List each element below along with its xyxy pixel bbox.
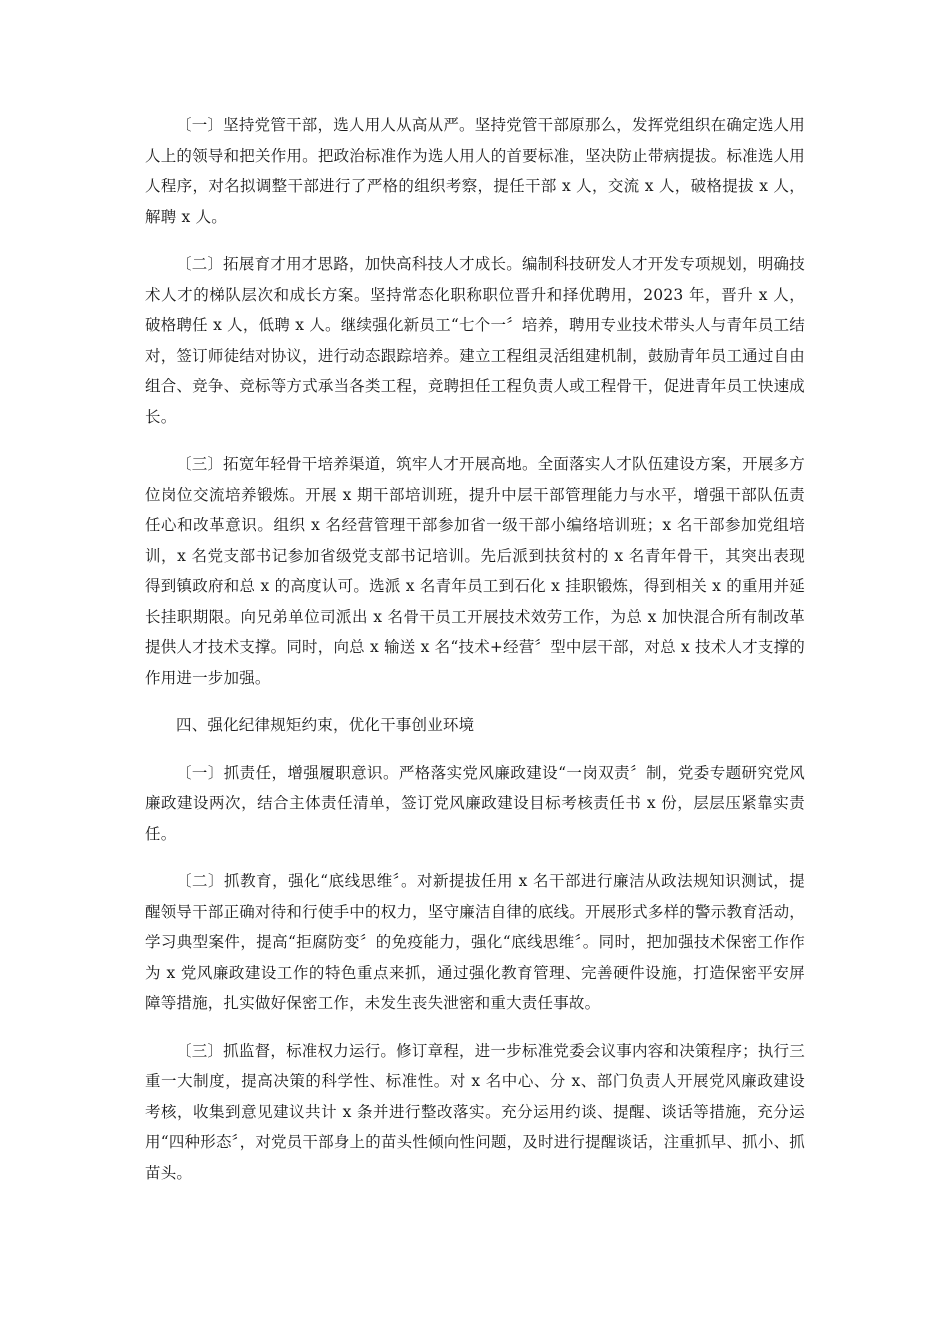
section-heading-discipline: 四、强化纪律规矩约束，优化干事创业环境 <box>176 716 475 734</box>
paragraph-cadre-selection: 〔一〕坚持党管干部，选人用人从高从严。坚持党管干部原那么，发挥党组织在确定选人用人上的领导和把关作用。把政治标准作为选人用人的首要标准，坚决防止带病提拔。标准选人用人程序，对名拟调整干部进行了严格的组织考察，提任干部 x 人，交流 x 人，破格提拔 x 人，解聘 x 人。 <box>145 116 805 226</box>
document-page <box>145 110 805 1205</box>
paragraph-education: 〔二〕抓教育，强化“底线思维〞。对新提拔任用 x 名干部进行廉洁从政法规知识测试，提醒领导干部正确对待和行使手中的权力，坚守廉洁自律的底线。开展形式多样的警示教育活动，学习典型案件，提高“拒腐防变〞的免疫能力，强化“底线思维〞。同时，把加强技术保密工作作为 x 党风廉政建设工作的特色重点来抓，通过强化教育管理、完善硬件设施，打造保密平安屏障等措施，扎实做好保密工作，未发生丧失泄密和重大责任事故。 <box>145 872 805 1012</box>
paragraph-supervision: 〔三〕抓监督，标准权力运行。修订章程，进一步标准党委会议事内容和决策程序；执行三重一大制度，提高决策的科学性、标准性。对 x 名中心、分 x、部门负责人开展党风廉政建设考核，收集到意见建议共计 x 条并进行整改落实。充分运用约谈、提醒、谈话等措施，充分运用“四种形态〞，对党员干部身上的苗头性倾向性问题，及时进行提醒谈话，注重抓早、抓小、抓苗头。 <box>145 1041 805 1182</box>
paragraph-responsibility: 〔一〕抓责任，增强履职意识。严格落实党风廉政建设“一岗双责〞制，党委专题研究党风廉政建设两次，结合主体责任清单，签订党风廉政建设目标考核责任书 x 份，层层压紧靠实责任。 <box>145 763 805 843</box>
paragraph-talent-growth: 〔二〕拓展育才用才思路，加快高科技人才成长。编制科技研发人才开发专项规划，明确技术人才的梯队层次和成长方案。坚持常态化职称职位晋升和择优聘用，2023 年，晋升 x 人，破格聘任 x 人，低聘 x 人。继续强化新员工“七个一〞培养，聘用专业技术带头人与青年员工结对，签订师徒结对协议，进行动态跟踪培养。建立工程组灵活组建机制，鼓励青年员工通过自由组合、竞争、竞标等方式承当各类工程，竞聘担任工程负责人或工程骨干，促进青年员工快速成长。 <box>145 255 805 426</box>
paragraph-young-backbone: 〔三〕拓宽年轻骨干培养渠道，筑牢人才开展高地。全面落实人才队伍建设方案，开展多方位岗位交流培养锻炼。开展 x 期干部培训班，提升中层干部管理能力与水平，增强干部队伍责任心和改革意识。组织 x 名经营管理干部参加省一级干部小编络培训班；x 名干部参加党组培训，x 名党支部书记参加省级党支部书记培训。先后派到扶贫村的 x 名青年骨干，其突出表现得到镇政府和总 x 的高度认可。选派 x 名青年员工到石化 x 挂职锻炼，得到相关 x 的重用并延长挂职期限。向兄弟单位司派出 x 名骨干员工开展技术效劳工作，为总 x 加快混合所有制改革提供人才技术支撑。同时，向总 x 输送 x 名“技术+经营〞型中层干部，对总 x 技术人才支撑的作用进一步加强。 <box>145 455 805 687</box>
